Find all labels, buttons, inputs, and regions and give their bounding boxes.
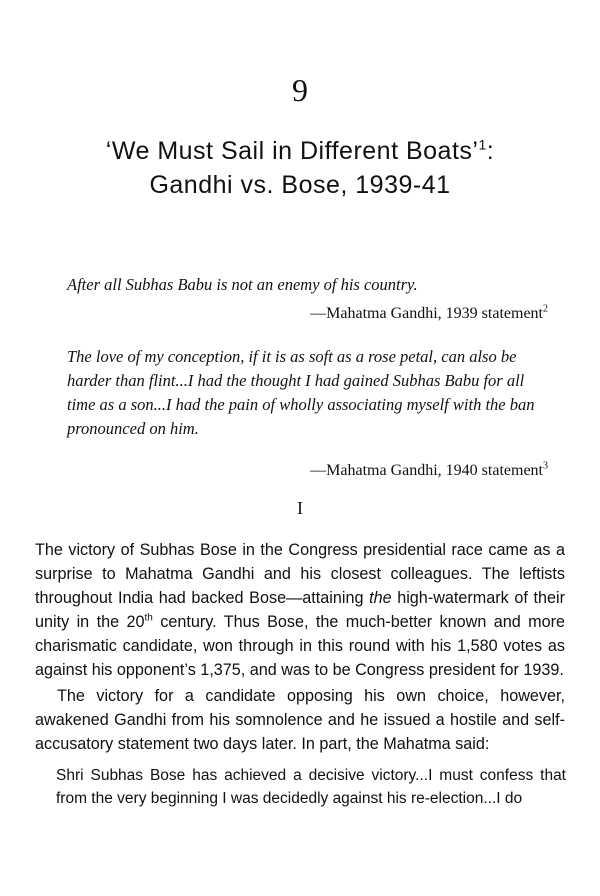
epigraph-note-2: 2 (543, 303, 548, 315)
section-numeral: I (297, 498, 303, 518)
paragraph-1-superscript: th (144, 612, 153, 624)
chapter-title (0, 134, 600, 202)
body-paragraph-2: The victory for a candidate opposing his own choice, however, awakened Gandhi from his somnolence and he issued a hostile and self-accusatory statement two days later. In part, the Mahatma said: (35, 687, 565, 753)
chapter-number: 9 (292, 72, 308, 108)
epigraph-attribution-2 (310, 460, 548, 482)
body-paragraph-1 (35, 538, 565, 682)
epigraph-quote-2: The love of my conception, if it is as soft as a rose petal, can also be harder than flint...I had the thought I had gained Subhas Babu for all time as a son...I had the pain of wholly associating myself with the ban pronounced on him. (67, 347, 535, 438)
chapter-title-note: 1 (478, 136, 487, 153)
chapter-title-line-1 (0, 134, 600, 168)
epigraph-attribution-1 (310, 303, 548, 325)
epigraph-attribution-1-text: —Mahatma Gandhi, 1939 statement (310, 305, 543, 322)
epigraph-attribution-2-text: —Mahatma Gandhi, 1940 statement (310, 462, 543, 479)
chapter-title-main: ‘We Must Sail in Different Boats’ (105, 137, 479, 165)
chapter-title-line-2: Gandhi vs. Bose, 1939-41 (149, 171, 451, 199)
paragraph-1-part-3: century. Thus Bose, the much-better known and more charismatic candidate, won through in this round with his 1,580 votes as against his opponent’s 1,375, and was to be Congress president for 1939. (35, 613, 565, 679)
epigraph-note-3: 3 (543, 460, 548, 472)
chapter-title-colon: : (486, 137, 495, 165)
paragraph-1-part-1: The victory of Subhas Bose in the Congress presidential race came as a surprise to Mahatma Gandhi and his closest colleagues. The leftists throughout India had backed Bose—attaining (35, 541, 565, 607)
epigraph-quote-1: After all Subhas Babu is not an enemy of his country. (67, 275, 418, 294)
paragraph-1-emphasis: the (369, 589, 392, 607)
block-quote: Shri Subhas Bose has achieved a decisive victory...I must confess that from the very beginning I was decidedly against his re-election...I do (56, 767, 566, 807)
paragraph-1-part-2: high-watermark of their unity in the 20 (35, 589, 565, 631)
